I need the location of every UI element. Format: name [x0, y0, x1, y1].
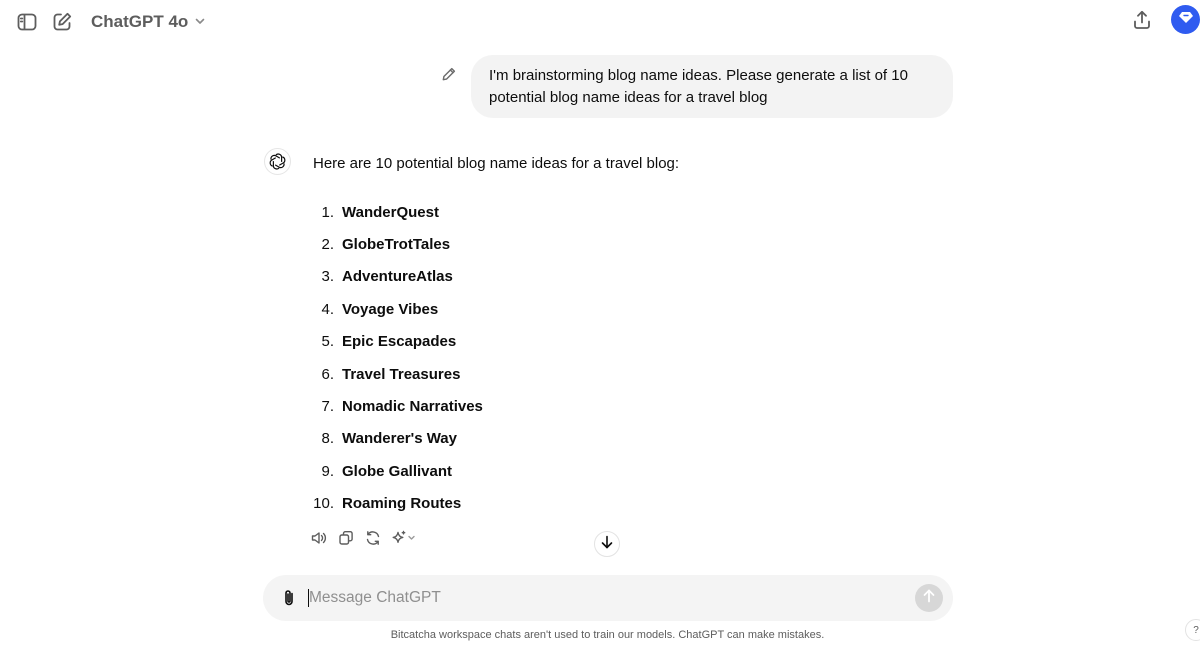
workspace-avatar[interactable]	[1171, 5, 1200, 34]
list-item-number: 10.	[313, 495, 334, 513]
arrow-up-icon	[922, 589, 936, 608]
text-caret	[308, 589, 309, 607]
sidebar-toggle-icon	[16, 11, 38, 33]
list-item	[313, 196, 483, 228]
list-item-number: 7.	[321, 398, 334, 416]
user-message-bubble: I'm brainstorming blog name ideas. Please generate a list of 10 potential blog name ideas for a travel blog	[471, 55, 953, 118]
new-chat-icon	[51, 11, 73, 33]
user-message-row	[440, 55, 953, 118]
list-item-number: 4.	[321, 300, 334, 318]
list-item-number: 9.	[321, 462, 334, 480]
list-item	[313, 455, 483, 487]
model-selector[interactable]	[91, 11, 206, 33]
list-item-name: Epic Escapades	[342, 333, 457, 351]
disclaimer-text: Bitcatcha workspace chats aren't used to train our models. ChatGPT can make mistakes.	[390, 629, 825, 641]
blog-name-list	[313, 196, 483, 520]
help-button[interactable]: ?	[1185, 619, 1200, 641]
list-item-name: Wanderer's Way	[342, 430, 457, 448]
list-item-number: 5.	[321, 333, 334, 351]
share-button[interactable]	[1128, 6, 1156, 34]
attach-file-icon[interactable]	[277, 586, 301, 610]
new-chat-button[interactable]	[48, 8, 76, 36]
sparkle-icon[interactable]	[391, 529, 417, 547]
top-bar	[0, 0, 1200, 44]
list-item	[313, 390, 483, 422]
workspace-avatar-icon	[1178, 9, 1194, 30]
read-aloud-icon[interactable]	[310, 529, 328, 547]
sidebar-toggle-button[interactable]	[13, 8, 41, 36]
list-item	[313, 326, 483, 358]
list-item-number: 3.	[321, 268, 334, 286]
list-item-name: GlobeTrotTales	[342, 236, 451, 254]
list-item	[313, 261, 483, 293]
list-item-name: Voyage Vibes	[342, 300, 439, 318]
list-item-name: Roaming Routes	[342, 495, 462, 513]
list-item	[313, 293, 483, 325]
message-composer	[263, 575, 953, 621]
list-item	[313, 228, 483, 260]
chevron-down-icon	[194, 12, 206, 32]
copy-icon[interactable]	[337, 529, 355, 547]
list-item-name: Globe Gallivant	[342, 462, 453, 480]
share-icon	[1131, 9, 1153, 31]
assistant-intro-text: Here are 10 potential blog name ideas for a travel blog:	[313, 155, 680, 172]
edit-message-icon[interactable]	[441, 66, 457, 82]
list-item-name: AdventureAtlas	[342, 268, 453, 286]
list-item-number: 8.	[321, 430, 334, 448]
list-item	[313, 488, 483, 520]
message-input[interactable]	[309, 584, 899, 612]
message-actions	[310, 528, 417, 548]
list-item-number: 2.	[321, 236, 334, 254]
list-item-number: 1.	[321, 203, 334, 221]
list-item-name: Travel Treasures	[342, 365, 461, 383]
list-item-number: 6.	[321, 365, 334, 383]
chatgpt-logo-icon	[264, 148, 291, 175]
scroll-to-bottom-button[interactable]	[594, 531, 620, 557]
regenerate-icon[interactable]	[364, 529, 382, 547]
list-item-name: WanderQuest	[342, 203, 439, 221]
list-item-name: Nomadic Narratives	[342, 398, 483, 416]
list-item	[313, 423, 483, 455]
arrow-down-icon	[600, 535, 614, 554]
model-label: ChatGPT 4o	[91, 12, 189, 31]
send-button[interactable]	[915, 584, 943, 612]
list-item	[313, 358, 483, 390]
